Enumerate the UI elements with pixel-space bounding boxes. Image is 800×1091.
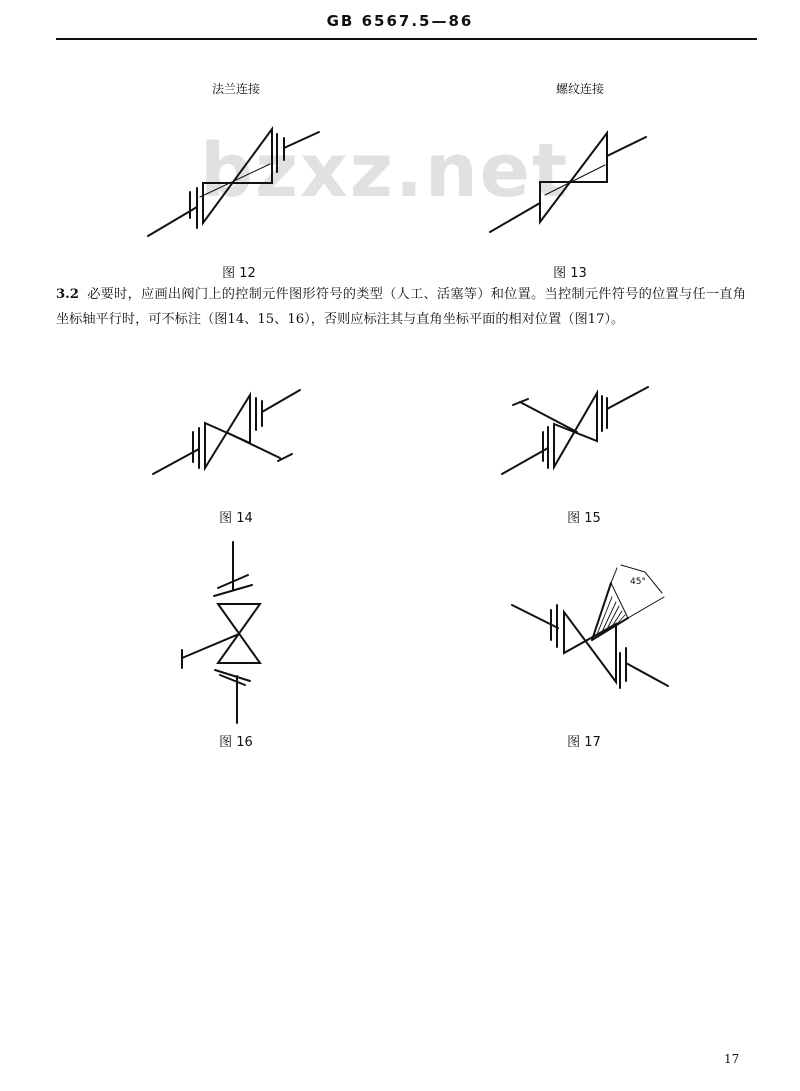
figure-16-label: 图 16 <box>219 735 253 750</box>
caption-flange-connection: 法兰连接 <box>211 82 260 96</box>
watermark: bzxz.net <box>200 128 570 214</box>
figure-12-label: 图 12 <box>222 266 256 281</box>
document-header-title: GB 6567.5—86 <box>326 12 474 30</box>
figure-14-label: 图 14 <box>219 511 253 526</box>
angle-annotation: 45° <box>630 577 646 587</box>
figure-15-label: 图 15 <box>567 511 601 526</box>
figure-13-label: 图 13 <box>553 266 587 281</box>
figure-17-label: 图 17 <box>567 735 601 750</box>
page-number: 17 <box>724 1052 740 1066</box>
caption-thread-connection: 螺纹连接 <box>555 82 604 96</box>
paragraph-number: 3.2 <box>56 287 79 302</box>
paragraph-text: 必要时，应画出阀门上的控制元件图形符号的类型（人工、活塞等）和位置。当控制元件符号的位置与任一直角坐标轴平行时，可不标注（图14、15、16），否则应标注其与直角坐标平面的相对位置（图17）。 <box>56 287 746 327</box>
